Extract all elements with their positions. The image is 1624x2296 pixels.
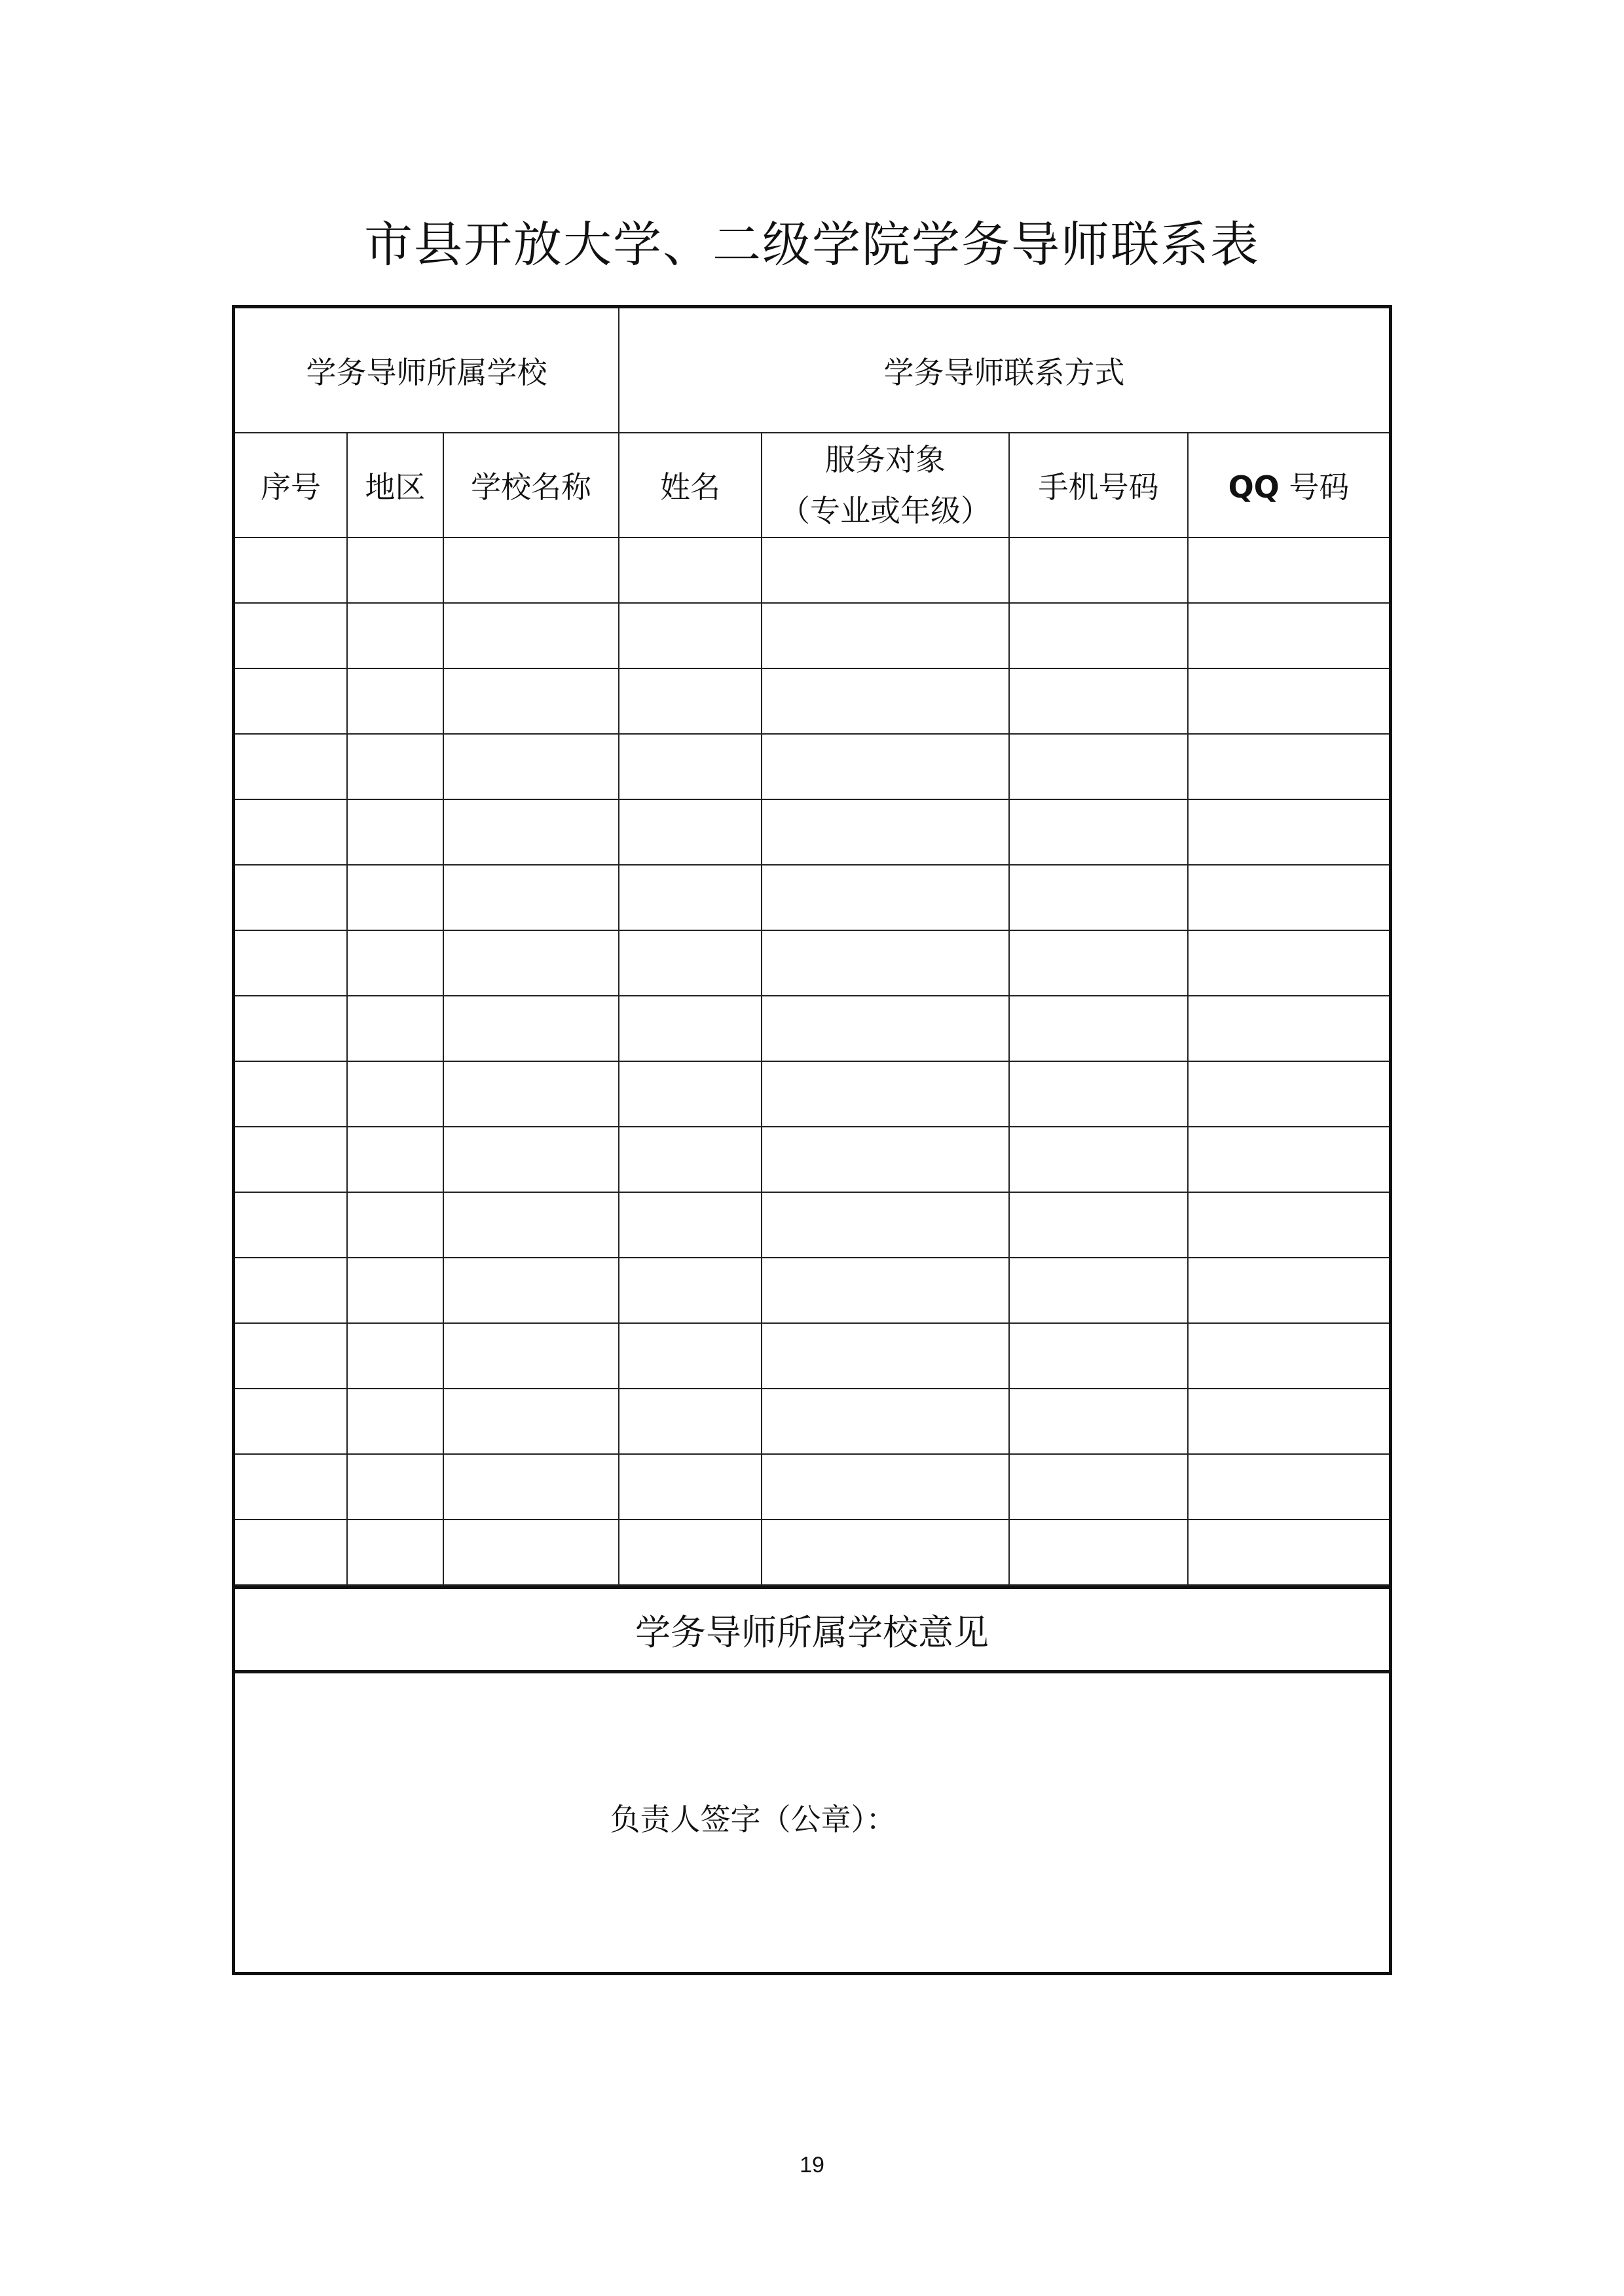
col-school-name: 学校名称 xyxy=(443,433,619,538)
table-cell[interactable] xyxy=(443,1127,619,1192)
table-cell[interactable] xyxy=(347,865,443,930)
table-cell[interactable] xyxy=(762,603,1009,668)
table-cell[interactable] xyxy=(619,1389,762,1454)
table-cell[interactable] xyxy=(1009,865,1188,930)
table-cell[interactable] xyxy=(1188,1323,1389,1389)
table-cell[interactable] xyxy=(619,668,762,734)
table-cell[interactable] xyxy=(443,538,619,603)
table-cell[interactable] xyxy=(1188,1389,1389,1454)
table-cell[interactable] xyxy=(1188,1258,1389,1323)
col-qq-label: QQ xyxy=(1228,469,1280,505)
table-cell[interactable] xyxy=(235,996,347,1061)
table-cell[interactable] xyxy=(762,865,1009,930)
table-cell[interactable] xyxy=(1188,1061,1389,1127)
table-cell[interactable] xyxy=(762,996,1009,1061)
table-cell[interactable] xyxy=(235,930,347,996)
table-cell[interactable] xyxy=(1009,668,1188,734)
table-cell[interactable] xyxy=(235,1323,347,1389)
table-row xyxy=(235,1061,1389,1127)
col-mobile-number: 手机号码 xyxy=(1009,433,1188,538)
table-row xyxy=(235,865,1389,930)
table-cell[interactable] xyxy=(347,1127,443,1192)
table-cell[interactable] xyxy=(619,865,762,930)
table-cell[interactable] xyxy=(347,1389,443,1454)
table-cell[interactable] xyxy=(762,538,1009,603)
table-cell[interactable] xyxy=(1188,1520,1389,1585)
table-cell[interactable] xyxy=(1009,1520,1188,1585)
table-row xyxy=(235,930,1389,996)
table-cell[interactable] xyxy=(762,1520,1009,1585)
table-cell[interactable] xyxy=(443,1192,619,1258)
table-cell[interactable] xyxy=(1188,603,1389,668)
table-cell[interactable] xyxy=(443,1061,619,1127)
table-cell[interactable] xyxy=(762,1258,1009,1323)
col-name: 姓名 xyxy=(619,433,762,538)
table-cell[interactable] xyxy=(235,865,347,930)
table-cell[interactable] xyxy=(235,1520,347,1585)
table-cell[interactable] xyxy=(762,734,1009,799)
table-cell[interactable] xyxy=(235,1389,347,1454)
table-row xyxy=(235,799,1389,865)
table-cell[interactable] xyxy=(443,799,619,865)
table-cell[interactable] xyxy=(1188,668,1389,734)
table-cell[interactable] xyxy=(619,603,762,668)
table-cell[interactable] xyxy=(619,996,762,1061)
table-row xyxy=(235,734,1389,799)
table-cell[interactable] xyxy=(1009,1061,1188,1127)
contact-table xyxy=(235,308,1389,1586)
table-cell[interactable] xyxy=(443,1389,619,1454)
table-row xyxy=(235,1127,1389,1192)
table-cell[interactable] xyxy=(1009,996,1188,1061)
table-cell[interactable] xyxy=(347,799,443,865)
table-row xyxy=(235,603,1389,668)
table-cell[interactable] xyxy=(762,1192,1009,1258)
table-cell[interactable] xyxy=(235,668,347,734)
col-qq-suffix: 号码 xyxy=(1289,469,1350,505)
table-cell[interactable] xyxy=(443,1454,619,1520)
table-cell[interactable] xyxy=(1188,799,1389,865)
opinion-area[interactable] xyxy=(235,1673,1389,1961)
table-cell[interactable] xyxy=(235,1127,347,1192)
table-cell[interactable] xyxy=(1009,1258,1188,1323)
table-cell[interactable] xyxy=(443,668,619,734)
table-cell[interactable] xyxy=(235,799,347,865)
table-cell[interactable] xyxy=(235,1454,347,1520)
table-cell[interactable] xyxy=(443,734,619,799)
col-serial-number: 序号 xyxy=(235,433,347,538)
table-row xyxy=(235,668,1389,734)
table-cell[interactable] xyxy=(347,1192,443,1258)
table-cell[interactable] xyxy=(1009,1389,1188,1454)
table-row xyxy=(235,996,1389,1061)
table-cell[interactable] xyxy=(1009,1323,1188,1389)
table-cell[interactable] xyxy=(1188,865,1389,930)
school-group-header: 学务导师所属学校 xyxy=(235,308,619,433)
table-cell[interactable] xyxy=(347,1520,443,1585)
table-cell[interactable] xyxy=(1009,930,1188,996)
table-cell[interactable] xyxy=(443,996,619,1061)
table-cell[interactable] xyxy=(1009,603,1188,668)
table-cell[interactable] xyxy=(1188,1127,1389,1192)
table-cell[interactable] xyxy=(762,1454,1009,1520)
table-cell[interactable] xyxy=(347,1323,443,1389)
table-cell[interactable] xyxy=(235,1258,347,1323)
table-cell[interactable] xyxy=(347,1061,443,1127)
table-cell[interactable] xyxy=(762,799,1009,865)
table-cell[interactable] xyxy=(347,930,443,996)
table-cell[interactable] xyxy=(347,603,443,668)
table-cell[interactable] xyxy=(619,1258,762,1323)
table-cell[interactable] xyxy=(1188,538,1389,603)
table-cell[interactable] xyxy=(235,603,347,668)
col-service-target-line2: （专业或年级） xyxy=(780,493,991,528)
table-cell[interactable] xyxy=(762,1061,1009,1127)
table-cell[interactable] xyxy=(443,930,619,996)
table-cell[interactable] xyxy=(443,603,619,668)
table-cell[interactable] xyxy=(235,538,347,603)
col-service-target xyxy=(762,433,1009,538)
table-cell[interactable] xyxy=(443,1258,619,1323)
table-cell[interactable] xyxy=(1009,1454,1188,1520)
table-cell[interactable] xyxy=(443,1323,619,1389)
table-cell[interactable] xyxy=(235,1061,347,1127)
table-cell[interactable] xyxy=(762,668,1009,734)
table-cell[interactable] xyxy=(347,538,443,603)
table-cell[interactable] xyxy=(762,930,1009,996)
table-cell[interactable] xyxy=(235,734,347,799)
table-cell[interactable] xyxy=(619,1192,762,1258)
table-cell[interactable] xyxy=(762,1127,1009,1192)
document-title: 市县开放大学、二级学院学务导师联系表 xyxy=(364,217,1260,273)
table-cell[interactable] xyxy=(619,734,762,799)
table-cell[interactable] xyxy=(443,865,619,930)
table-cell[interactable] xyxy=(1009,1192,1188,1258)
table-cell[interactable] xyxy=(1188,1454,1389,1520)
opinion-heading: 学务导师所属学校意见 xyxy=(235,1586,1389,1673)
table-cell[interactable] xyxy=(347,1258,443,1323)
col-qq-number xyxy=(1188,433,1389,538)
table-row xyxy=(235,1258,1389,1323)
col-service-target-line1: 服务对象 xyxy=(825,442,946,477)
table-cell[interactable] xyxy=(347,996,443,1061)
table-cell[interactable] xyxy=(762,1323,1009,1389)
table-row xyxy=(235,1520,1389,1585)
table-cell[interactable] xyxy=(347,668,443,734)
table-cell[interactable] xyxy=(619,930,762,996)
table-row xyxy=(235,1454,1389,1520)
table-cell[interactable] xyxy=(347,1454,443,1520)
table-cell[interactable] xyxy=(619,1061,762,1127)
table-row xyxy=(235,1192,1389,1258)
table-cell[interactable] xyxy=(1188,734,1389,799)
table-cell[interactable] xyxy=(1009,734,1188,799)
table-cell[interactable] xyxy=(1009,1127,1188,1192)
table-cell[interactable] xyxy=(1188,930,1389,996)
table-cell[interactable] xyxy=(235,1192,347,1258)
table-cell[interactable] xyxy=(1188,996,1389,1061)
table-cell[interactable] xyxy=(1009,538,1188,603)
table-cell[interactable] xyxy=(347,734,443,799)
table-cell[interactable] xyxy=(443,1520,619,1585)
table-cell[interactable] xyxy=(619,1323,762,1389)
group-header-row xyxy=(235,308,1389,433)
table-row xyxy=(235,1323,1389,1389)
table-cell[interactable] xyxy=(619,1454,762,1520)
contact-group-header: 学务导师联系方式 xyxy=(619,308,1389,433)
column-header-row xyxy=(235,433,1389,538)
table-cell[interactable] xyxy=(619,799,762,865)
table-cell[interactable] xyxy=(619,538,762,603)
table-cell[interactable] xyxy=(619,1520,762,1585)
signature-label: 负责人签字（公章）： xyxy=(610,1802,896,1837)
col-region: 地区 xyxy=(347,433,443,538)
table-cell[interactable] xyxy=(1009,799,1188,865)
table-cell[interactable] xyxy=(1188,1192,1389,1258)
table-cell[interactable] xyxy=(762,1389,1009,1454)
contact-form xyxy=(232,305,1392,1975)
table-row xyxy=(235,538,1389,603)
table-row xyxy=(235,1389,1389,1454)
page-number: 19 xyxy=(800,2153,824,2178)
table-cell[interactable] xyxy=(619,1127,762,1192)
